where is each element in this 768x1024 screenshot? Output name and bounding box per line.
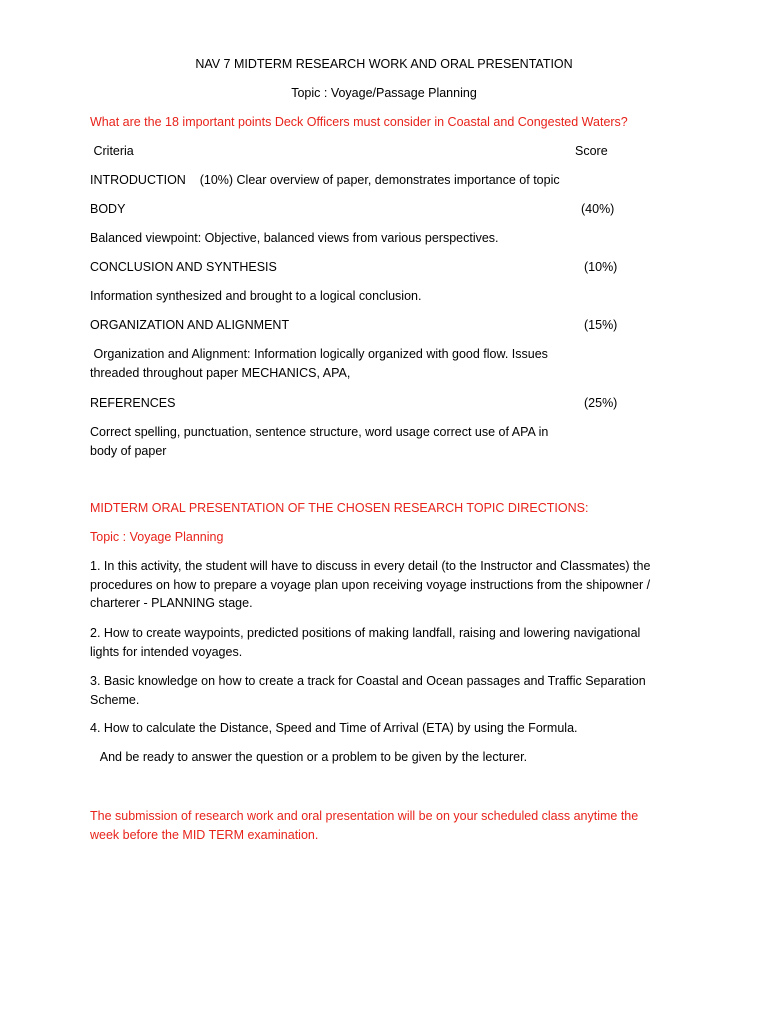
direction-item-4: 4. How to calculate the Distance, Speed and Time of Arrival (ETA) by using the Formula. xyxy=(90,721,578,735)
organization-label: ORGANIZATION AND ALIGNMENT xyxy=(90,318,290,332)
organization-score: (15%) xyxy=(584,318,618,332)
topic-line: Topic : Voyage/Passage Planning xyxy=(291,86,477,100)
references-score: (25%) xyxy=(584,396,618,410)
criteria-header: Criteria xyxy=(90,144,134,158)
oral-presentation-heading: MIDTERM ORAL PRESENTATION OF THE CHOSEN RESEARCH TOPIC DIRECTIONS: xyxy=(90,501,589,515)
conclusion-score: (10%) xyxy=(584,260,618,274)
conclusion-label: CONCLUSION AND SYNTHESIS xyxy=(90,260,277,274)
introduction-criterion: INTRODUCTION (10%) Clear overview of paper, demonstrates importance of topic xyxy=(90,173,560,187)
ready-note: And be ready to answer the question or a problem to be given by the lecturer. xyxy=(90,750,528,764)
references-label: REFERENCES xyxy=(90,396,176,410)
body-label: BODY xyxy=(90,202,126,216)
direction-item-3: 3. Basic knowledge on how to create a track for Coastal and Ocean passages and Traffic Separation Scheme. xyxy=(90,674,646,707)
direction-item-2: 2. How to create waypoints, predicted positions of making landfall, raising and lowering navigational lights for intended voyages. xyxy=(90,626,641,659)
organization-description: Organization and Alignment: Information logically organized with good flow. Issues threaded throughout paper MECHANICS, APA, xyxy=(90,347,552,380)
direction-item-1: 1. In this activity, the student will have to discuss in every detail (to the Instructor and Classmates) the procedures on how to prepare a voyage plan upon receiving voyage instructions from the shipowner / charterer - PLANNING stage. xyxy=(90,559,651,610)
score-header: Score xyxy=(575,144,608,158)
document-title: NAV 7 MIDTERM RESEARCH WORK AND ORAL PRESENTATION xyxy=(195,57,573,71)
conclusion-description: Information synthesized and brought to a logical conclusion. xyxy=(90,289,422,303)
body-description: Balanced viewpoint: Objective, balanced views from various perspectives. xyxy=(90,231,499,245)
research-question: What are the 18 important points Deck Officers must consider in Coastal and Congested Waters? xyxy=(90,115,628,129)
body-score: (40%) xyxy=(581,202,615,216)
oral-topic: Topic : Voyage Planning xyxy=(90,530,224,544)
references-description: Correct spelling, punctuation, sentence structure, word usage correct use of APA in body of paper xyxy=(90,425,549,458)
submission-note: The submission of research work and oral presentation will be on your scheduled class anytime the week before the MID TERM examination. xyxy=(90,809,639,842)
